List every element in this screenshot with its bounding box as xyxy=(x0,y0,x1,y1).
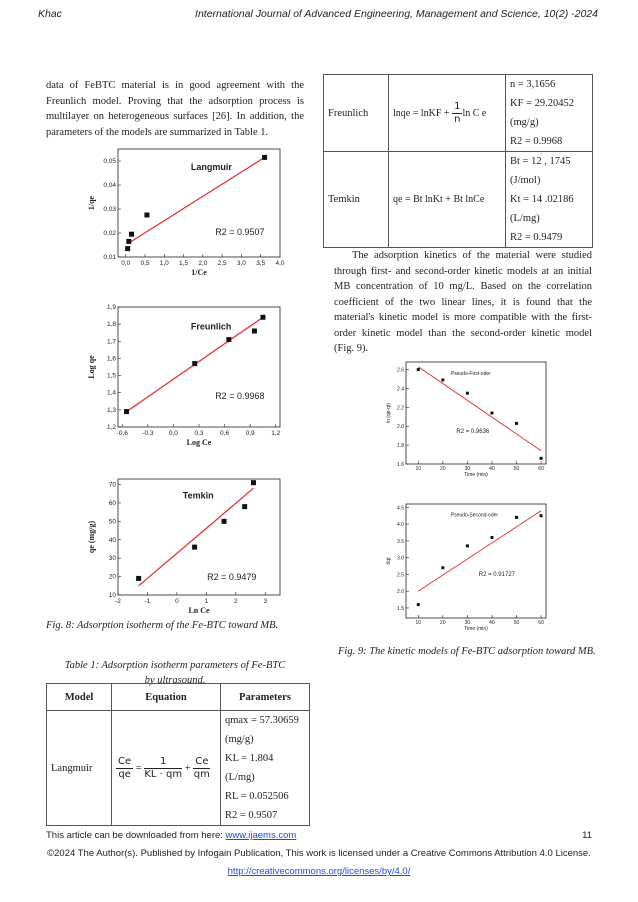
x-axis-label: 1/Ce xyxy=(191,268,207,277)
fit-line xyxy=(418,367,541,451)
x-tick-label: -1 xyxy=(144,598,151,605)
y-tick-label: 1,6 xyxy=(106,355,116,363)
x-tick-label: 10 xyxy=(415,620,422,626)
y-axis-label: ln (qe-qt) xyxy=(386,402,392,424)
table1-part2 xyxy=(323,74,593,248)
r2-annotation: R2 = 0.9507 xyxy=(215,226,265,237)
data-point xyxy=(262,155,267,160)
y-tick-label: 2.4 xyxy=(397,386,404,393)
data-point xyxy=(441,566,444,569)
x-tick-label: 20 xyxy=(440,466,446,472)
page-header xyxy=(0,8,638,24)
param-kl: KL = 1.804 (L/mg) xyxy=(225,753,274,783)
temkin-chart xyxy=(82,475,284,625)
footer-license-link-line xyxy=(0,866,638,877)
y-tick-label: 1.6 xyxy=(397,462,404,468)
chart-svg xyxy=(82,145,284,289)
header-journal: International Journal of Advanced Engineering, Management and Science, 10(2) -2024 xyxy=(195,8,598,20)
y-axis-label: qe (mg/g) xyxy=(87,520,96,554)
x-tick-label: 30 xyxy=(464,620,471,626)
x-tick-label: 4,0 xyxy=(275,260,285,267)
chart-title: Temkin xyxy=(182,490,214,501)
data-point xyxy=(466,544,469,547)
y-tick-label: 4.5 xyxy=(397,505,404,512)
chart-title: Pseudo-Second-oder xyxy=(450,512,499,519)
x-tick-label: 0,9 xyxy=(245,430,255,437)
langmuir-model-cell: Langmuir xyxy=(47,711,112,826)
x-tick-label: 40 xyxy=(489,620,495,626)
y-axis-label: Log qe xyxy=(87,355,96,379)
chart-title: Freunlich xyxy=(190,321,232,332)
x-axis-label: Log Ce xyxy=(186,438,212,447)
x-tick-label: -2 xyxy=(115,598,121,605)
y-tick-label: 1,5 xyxy=(106,372,116,380)
y-tick-label: 3.5 xyxy=(397,538,404,545)
data-point xyxy=(125,246,130,251)
freunlich-params-cell xyxy=(506,75,593,152)
y-tick-label: 4.0 xyxy=(397,522,404,529)
eq-equals: = xyxy=(135,762,142,774)
data-point xyxy=(226,337,231,342)
x-tick-label: 1 xyxy=(204,598,209,605)
y-tick-label: 50 xyxy=(108,518,116,526)
y-tick-label: 0,05 xyxy=(103,158,116,165)
x-tick-label: 0,5 xyxy=(140,260,150,267)
data-point xyxy=(144,213,149,218)
x-axis-label: Time (min) xyxy=(464,472,488,478)
freunlich-eq-b: ln C e xyxy=(462,107,487,119)
x-tick-label: 60 xyxy=(538,620,544,626)
x-tick-label: 30 xyxy=(464,466,471,472)
x-tick-label: -0,3 xyxy=(142,430,154,437)
data-point xyxy=(515,422,518,425)
data-point xyxy=(260,315,265,320)
x-tick-label: 20 xyxy=(440,620,446,626)
data-point xyxy=(417,368,420,371)
data-point xyxy=(192,361,197,366)
y-tick-label: 2.0 xyxy=(397,589,404,596)
eq-frac-lhs: $\frac{Ce}{qe}$ xyxy=(118,755,132,780)
y-axis-label: 1/qe xyxy=(87,195,96,211)
y-tick-label: 1,9 xyxy=(106,304,116,311)
x-tick-label: 50 xyxy=(513,620,520,626)
temkin-equation-cell: qe = Bt lnKt + Bt lnCe xyxy=(389,152,506,248)
x-tick-label: -0,6 xyxy=(116,430,128,437)
y-tick-label: 20 xyxy=(108,573,116,581)
param-kt: Kt = 14 .02186 (L/mg) xyxy=(510,194,574,224)
x-tick-label: 1,2 xyxy=(271,430,281,437)
data-point xyxy=(490,536,493,539)
right-paragraph: The adsorption kinetics of the material were studied through first- and second-order kinetic models at an initial MB concentration of 10 mg/L. Based on the correlation coefficient of the two linear lines, it is found that the material's kinetic model is more compatible with the first-order kinetic model than the second-order kinetic model (Fig. 9). xyxy=(334,250,592,354)
y-tick-label: 1.5 xyxy=(397,605,404,612)
data-point xyxy=(252,329,257,334)
y-tick-label: 70 xyxy=(108,481,116,489)
r2-annotation: R2 = 0.9636 xyxy=(456,429,490,436)
x-tick-label: 1,0 xyxy=(159,260,169,267)
x-tick-label: 3 xyxy=(263,598,268,605)
chart-svg xyxy=(82,303,284,453)
header-author: Khac xyxy=(38,8,62,20)
y-axis-label: t/qt xyxy=(386,557,392,565)
table-header-equation: Equation xyxy=(112,684,221,711)
journal-link[interactable]: www.ijaems.com xyxy=(225,830,297,841)
data-point xyxy=(417,603,420,606)
license-link[interactable]: http://creativecommons.org/licenses/by/4.0/ xyxy=(227,866,411,877)
freunlich-eq-a: lnqe = lnKF + xyxy=(393,107,453,119)
data-point xyxy=(124,409,129,414)
y-tick-label: 1.8 xyxy=(397,443,404,450)
data-point xyxy=(466,392,469,395)
page-number: 11 xyxy=(582,830,592,841)
y-tick-label: 0,02 xyxy=(103,230,116,237)
param-n: n = 3,1656 xyxy=(510,79,556,90)
chart-title: Langmuir xyxy=(190,161,232,172)
y-tick-label: 1,3 xyxy=(106,406,116,414)
param-kf: KF = 29.20452 (mg/g) xyxy=(510,98,574,128)
table1-caption: Table 1: Adsorption isotherm parameters of Fe-BTC by ultrasound. xyxy=(64,660,286,686)
param-r2-freunlich: R2 = 0.9968 xyxy=(510,136,563,147)
y-tick-label: 0,01 xyxy=(103,254,116,261)
x-tick-label: 3,5 xyxy=(256,260,266,267)
param-r2-langmuir: R2 = 0.9507 xyxy=(225,810,278,821)
param-qmax: qmax = 57.30659 (mg/g) xyxy=(225,715,299,745)
langmuir-equation-cell xyxy=(112,711,221,826)
table1-part1 xyxy=(46,683,310,826)
y-tick-label: 1,2 xyxy=(106,424,116,431)
fit-line xyxy=(418,511,541,591)
temkin-model-cell: Temkin xyxy=(324,152,389,248)
y-tick-label: 0,03 xyxy=(103,206,116,213)
eq-plus: + xyxy=(184,762,191,774)
x-tick-label: 0,3 xyxy=(194,430,204,437)
chart-svg xyxy=(380,498,550,644)
eq-frac-t1: $\frac{1}{KL \cdot qm}$ xyxy=(144,755,183,780)
data-point xyxy=(136,576,141,581)
pseudo-second-order-chart xyxy=(380,498,550,644)
r2-annotation: R2 = 0.91727 xyxy=(478,571,516,578)
fig8-caption: Fig. 8: Adsorption isotherm of the Fe-BTC toward MB. xyxy=(46,620,279,631)
eq-frac-t2: $\frac{Ce}{qm}$ xyxy=(193,755,210,780)
data-point xyxy=(192,545,197,550)
y-tick-label: 2.5 xyxy=(397,572,404,579)
param-r2-temkin: R2 = 0.9479 xyxy=(510,232,563,243)
y-tick-label: 2.6 xyxy=(397,367,404,374)
y-tick-label: 30 xyxy=(108,555,116,563)
x-tick-label: 0,6 xyxy=(220,430,230,437)
langmuir-params-cell xyxy=(221,711,310,826)
y-tick-label: 10 xyxy=(108,592,116,599)
x-tick-label: 60 xyxy=(538,466,544,472)
x-axis-label: Time (min) xyxy=(464,626,488,632)
x-tick-label: 0,0 xyxy=(168,430,178,437)
langmuir-chart xyxy=(82,145,284,289)
r2-annotation: R2 = 0.9968 xyxy=(215,391,265,401)
x-tick-label: 3,0 xyxy=(236,260,246,267)
data-point xyxy=(129,232,134,237)
plot-frame xyxy=(406,362,546,464)
chart-title: Pseudo-First-oder xyxy=(450,371,491,378)
y-tick-label: 1,8 xyxy=(106,321,116,329)
data-point xyxy=(251,480,256,485)
chart-svg xyxy=(380,358,550,490)
param-rl: RL = 0.052506 xyxy=(225,791,289,802)
x-tick-label: 2,5 xyxy=(217,260,227,267)
freunlich-model-cell: Freunlich xyxy=(324,75,389,152)
x-tick-label: 0 xyxy=(175,598,179,605)
y-tick-label: 40 xyxy=(108,536,116,544)
data-point xyxy=(441,378,444,381)
freunlich-chart xyxy=(82,303,284,453)
freunlich-eq-frac: $\frac{1}{n}$ xyxy=(454,100,461,125)
x-tick-label: 0,0 xyxy=(121,260,131,267)
x-tick-label: 2 xyxy=(234,598,238,605)
data-point xyxy=(242,504,247,509)
x-axis-label: Ln Ce xyxy=(188,606,210,615)
y-tick-label: 0,04 xyxy=(103,182,116,189)
data-point xyxy=(490,412,493,415)
y-tick-label: 3.0 xyxy=(397,555,404,562)
x-tick-label: 50 xyxy=(513,466,520,472)
footer-download-text: This article can be downloaded from here: xyxy=(46,830,226,841)
y-tick-label: 2.2 xyxy=(397,405,404,412)
y-tick-label: 2.0 xyxy=(397,424,404,431)
left-paragraph: data of FeBTC material is in good agreement with the Freunlich model. Proving that the adsorption process is multilayer on heterogeneous surfaces [26]. In addition, the parameters of the models are summarized in Table 1. xyxy=(46,80,304,138)
y-tick-label: 1,7 xyxy=(106,338,116,346)
x-tick-label: 40 xyxy=(489,466,495,472)
y-tick-label: 60 xyxy=(108,499,116,507)
r2-annotation: R2 = 0.9479 xyxy=(207,571,257,582)
data-point xyxy=(540,514,543,517)
freunlich-equation-cell xyxy=(389,75,506,152)
footer-license: ©2024 The Author(s). Published by Infogain Publication, This work is licensed under a Creative Commons Attribution 4.0 License. xyxy=(47,848,591,859)
temkin-params-cell xyxy=(506,152,593,248)
pseudo-first-order-chart xyxy=(380,358,550,490)
data-point xyxy=(540,457,543,460)
table-header-parameters: Parameters xyxy=(221,684,310,711)
footer-download-line xyxy=(46,830,296,841)
y-tick-label: 1,4 xyxy=(106,389,116,397)
data-point xyxy=(222,519,227,524)
x-tick-label: 2,0 xyxy=(198,260,208,267)
table-header-model: Model xyxy=(47,684,112,711)
fig9-caption: Fig. 9: The kinetic models of Fe-BTC adsorption toward MB. xyxy=(338,646,596,657)
data-point xyxy=(126,239,131,244)
param-bt: Bt = 12 , 1745 (J/mol) xyxy=(510,156,571,186)
x-tick-label: 10 xyxy=(415,466,422,472)
chart-svg xyxy=(82,475,284,625)
x-tick-label: 1,5 xyxy=(179,260,189,267)
data-point xyxy=(515,516,518,519)
